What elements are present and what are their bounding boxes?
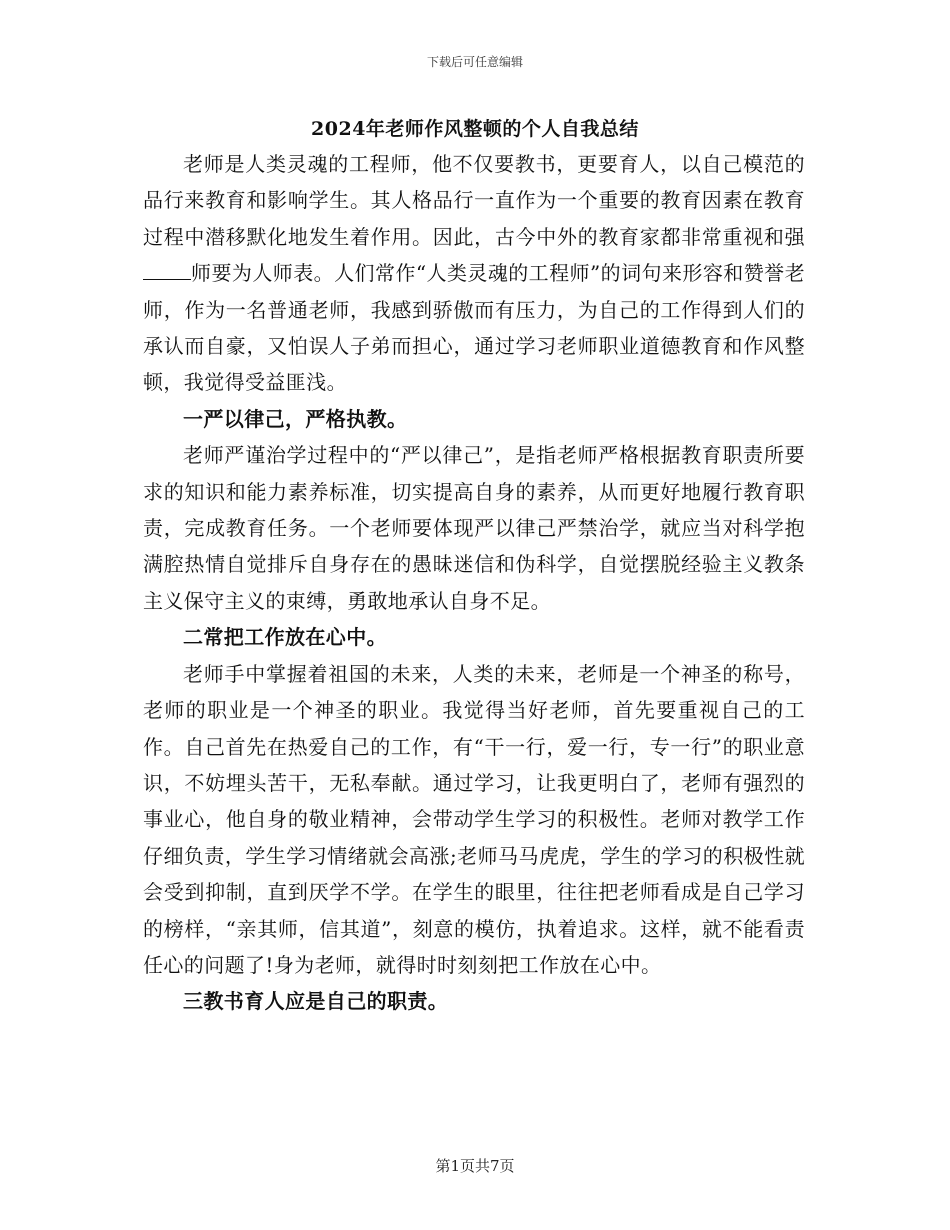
document-title: 2024年老师作风整顿的个人自我总结 [311,118,639,140]
intro-text-after-blank: 师要为人师表。人们常作“人类灵魂的工程师”的词句来形容和赞誉老师，作为一名普通老师，我感到骄傲而有压力，为自己的工作得到人们的承认而自豪，又怕误人子弟而担心，通过学习老师职业道德教育和作风整顿，我觉得受益匪浅。 [143,261,805,395]
section-2-paragraph: 老师手中掌握着祖国的未来，人类的未来，老师是一个神圣的称号，老师的职业是一个神圣的职业。我觉得当好老师，首先要重视自己的工作。自己首先在热爱自己的工作，有“干一行，爱一行，专一行”的职业意识，不妨埋头苦干，无私奉献。通过学习，让我更明白了，老师有强烈的事业心，他自身的敬业精神，会带动学生学习的积极性。老师对教学工作仔细负责，学生学习情绪就会高涨;老师马马虎虎，学生的学习的积极性就会受到抑制，直到厌学不学。在学生的眼里，往往把老师看成是自己学习的榜样，“亲其师，信其道”，刻意的模仿，执着追求。这样，就不能看责任心的问题了!身为老师，就得时时刻刻把工作放在心中。 [143,661,805,977]
intro-text-before-blank: 老师是人类灵魂的工程师，他不仅要教书，更要育人，以自己模范的品行来教育和影响学生。其人格品行一直作为一个重要的教育因素在教育过程中潜移默化地发生着作用。因此，古今中外的教育家都非常重视和强 [143,152,805,249]
header-note: 下载后可任意编辑 [426,55,523,69]
section-3-heading: 三教书育人应是自己的职责。 [183,989,449,1014]
section-1-paragraph: 老师严谨治学过程中的“严以律己”，是指老师严格根据教育职责所要求的知识和能力素养标准，切实提高自身的素养，从而更好地履行教育职责，完成教育任务。一个老师要体现严以律己严禁治学，就应当对科学抱满腔热情自觉排斥自身存在的愚昧迷信和伪科学，自觉摆脱经验主义教条主义保守主义的束缚，勇敢地承认自身不足。 [143,443,805,613]
page-footer: 第1页共7页 [435,1157,515,1175]
intro-paragraph [143,146,805,401]
section-1-heading: 一严以律己，严格执教。 [183,406,408,431]
document-body [143,146,805,1020]
section-2-heading: 二常把工作放在心中。 [183,625,387,650]
fill-in-blank [143,261,191,280]
